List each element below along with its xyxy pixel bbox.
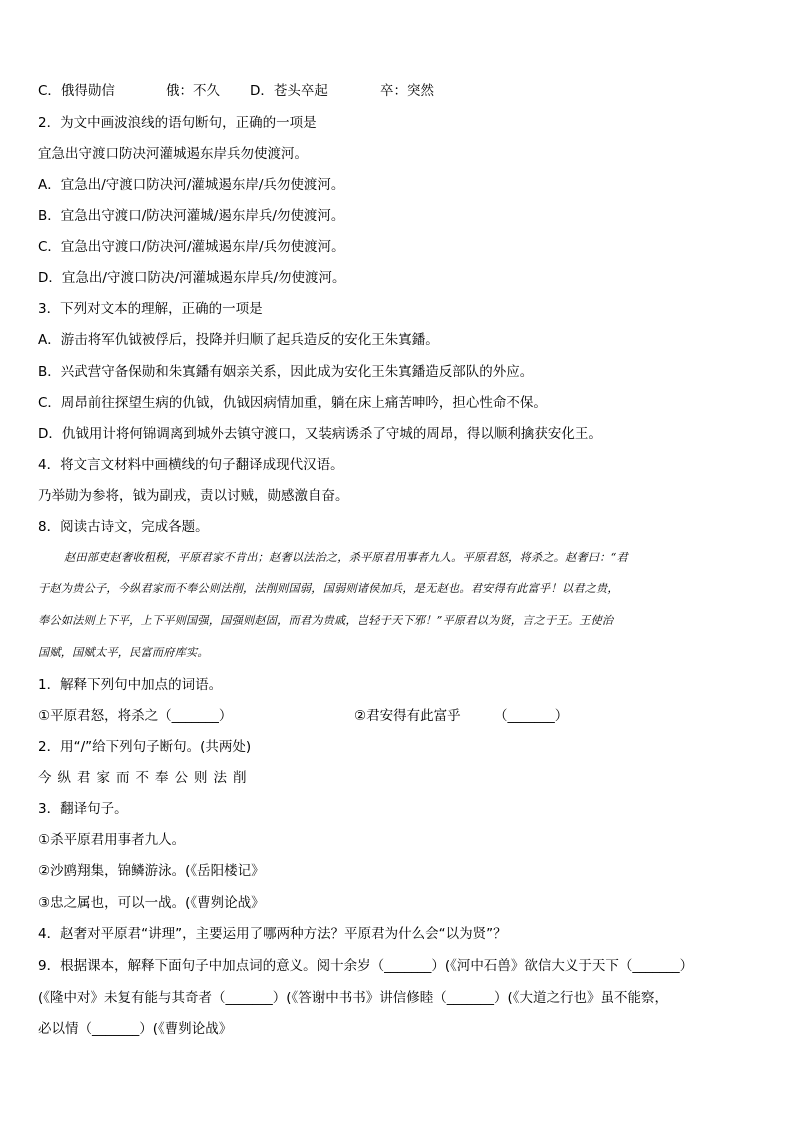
question-3-option-d: D．仇钺用计将何锦调离到城外去镇守渡口，又装病诱杀了守城的周昂，得以顺利擒获安化王。 [38, 426, 602, 442]
sub-question-3-item-1: ①杀平原君用事者九人。 [38, 832, 186, 848]
passage-line-3: 奉公如法则上下平，上下平则国强，国强则赵固，而君为贵戚，岂轻于天下邪！”平原君以为贤，言之于王。王使治 [38, 614, 614, 627]
sub-question-1-item-b-blank: （_______） [494, 708, 569, 724]
question-3-stem: 3．下列对文本的理解，正确的一项是 [38, 301, 263, 317]
sub-question-1-stem: 1．解释下列句中加点的词语。 [38, 677, 223, 693]
sub-question-2-sentence: 今纵君家而不奉公则法削 [38, 770, 253, 786]
passage-line-1: 赵田部吏赵奢收租税，平原君家不肯出；赵奢以法治之，杀平原君用事者九人。平原君怒，将杀之。赵奢曰：“君 [64, 551, 628, 564]
question-9-line-3: 必以情（_______）(《曹刿论战》 [38, 1021, 233, 1037]
question-9-line-1: 9．根据课本，解释下面句子中加点词的意义。阅十余岁（_______）(《河中石兽》欲信大义于天下（_______） [38, 958, 694, 974]
sub-question-1-item-b: ②君安得有此富乎 [354, 708, 461, 724]
sub-question-3-stem: 3．翻译句子。 [38, 801, 128, 817]
question-2-option-b: B．宜急出守渡口/防决河灌城/遏东岸兵/勿使渡河。 [38, 208, 345, 224]
question-2-option-c: C．宜急出守渡口/防决河/灌城遏东岸/兵勿使渡河。 [38, 239, 345, 255]
question-2-option-a: A．宜急出/守渡口防决河/灌城遏东岸/兵勿使渡河。 [38, 177, 345, 193]
option-c-gloss: 俄：不久 [166, 83, 220, 99]
sub-question-2-stem: 2．用“/”给下列句子断句。(共两处) [38, 739, 252, 755]
passage-line-4: 国赋，国赋太平，民富而府库实。 [38, 646, 209, 659]
question-8-stem: 8．阅读古诗文，完成各题。 [38, 519, 209, 535]
sub-question-1-items [38, 706, 638, 726]
question-3-option-b: B．兴武营守备保勋和朱寘鐇有姻亲关系，因此成为安化王朱寘鐇造反部队的外应。 [38, 364, 534, 380]
option-d-phrase: D．苍头卒起 [250, 83, 328, 99]
question-9-line-2: (《隆中对》未复有能与其奇者（_______）(《答谢中书书》讲信修睦（_______）(《大道之行也》虽不能察， [38, 990, 669, 1006]
question-3-option-a: A．游击将军仇钺被俘后，投降并归顺了起兵造反的安化王朱寘鐇。 [38, 332, 439, 348]
question-2-option-d: D．宜急出/守渡口防决/河灌城遏东岸兵/勿使渡河。 [38, 270, 346, 286]
option-d-gloss: 卒：突然 [380, 83, 434, 99]
sub-question-1-item-a: ①平原君怒，将杀之（_______） [38, 708, 233, 724]
option-c-phrase: C．俄得勋信 [38, 83, 115, 99]
question-2-sentence: 宜急出守渡口防决河灌城遏东岸兵勿使渡河。 [38, 146, 308, 162]
sub-question-3-item-3: ③忠之属也，可以一战。(《曹刿论战》 [38, 895, 265, 911]
question-3-option-c: C．周昂前往探望生病的仇钺，仇钺因病情加重，躺在床上痛苦呻吟，担心性命不保。 [38, 395, 547, 411]
passage-line-2: 于赵为贵公子，今纵君家而不奉公则法削，法削则国弱，国弱则诸侯加兵，是无赵也。君安得有此富乎！以君之贵， [38, 582, 619, 595]
question-4-sentence: 乃举勋为参将，钺为副戎，责以讨贼，勋感激自奋。 [38, 488, 349, 504]
sub-question-4-stem: 4．赵奢对平原君“讲理”，主要运用了哪两种方法？平原君为什么会“以为贤”？ [38, 926, 507, 942]
sub-question-3-item-2: ②沙鸥翔集，锦鳞游泳。(《岳阳楼记》 [38, 863, 265, 879]
option-row-cd [38, 81, 638, 101]
question-4-stem: 4．将文言文材料中画横线的句子翻译成现代汉语。 [38, 457, 344, 473]
question-2-stem: 2．为文中画波浪线的语句断句，正确的一项是 [38, 115, 317, 131]
